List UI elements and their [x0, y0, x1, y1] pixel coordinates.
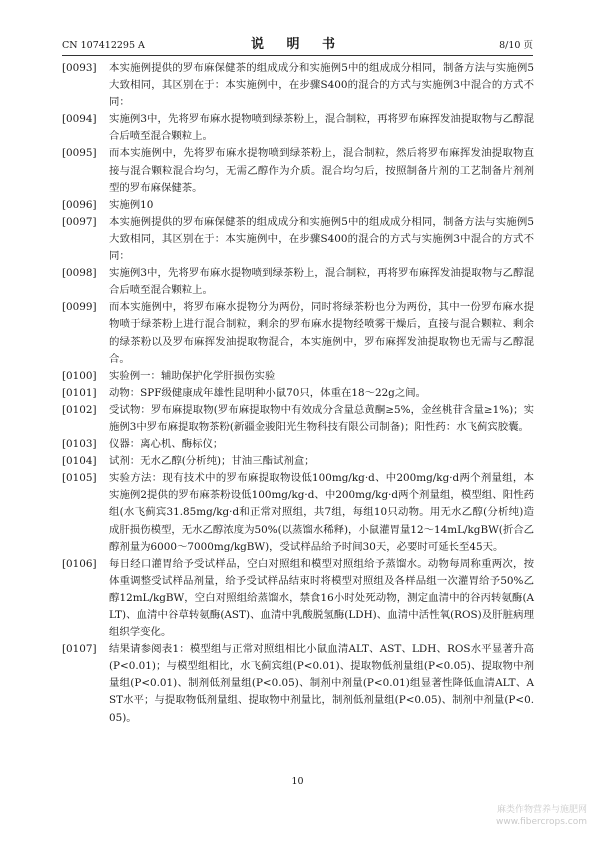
- paragraph-0103: [62, 436, 534, 453]
- paragraph-text: 实施例3中，先将罗布麻水提物喷到绿茶粉上，混合制粒，再将罗布麻挥发油提取物与乙醇混合后喷至混合颗粒上。: [109, 113, 534, 143]
- paragraph-0095: [62, 145, 534, 196]
- paragraph-0106: [62, 556, 534, 641]
- paragraph-0107: [62, 641, 534, 726]
- document-body: [62, 60, 534, 727]
- paragraph-number: [0099]: [62, 301, 97, 314]
- paragraph-text: 实验方法：现有技术中的罗布麻提取物设低100mg/kg·d、中200mg/kg·d两个剂量组，本实施例2提供的罗布麻茶粉设低100mg/kg·d、中200mg/kg·d两个剂量组，模型组、阳性药组(水飞蓟宾31.85mg/kg·d和正常对照组，共7组，每组10只动物。用无水乙醇(分析纯)造成肝损伤模型，无水乙醇浓度为50%(以蒸馏水稀释)，小鼠灌胃量12～14mL/kgBW(折合乙醇剂量为6000～7000mg/kgBW)，受试样品给予时间30天，必要时可延长至45天。: [109, 472, 534, 553]
- paragraph-text: 每日经口灌胃给予受试样品，空白对照组和模型对照组给予蒸馏水。动物每周称重两次，按体重调整受试样品剂量，给予受试样品结束时将模型对照组及各样品组一次灌胃给予50%乙醇12mL/kgBW，空白对照组给蒸馏水，禁食16小时处死动物，测定血清中的谷丙转氨酶(ALT)、血清中谷草转氨酶(AST)、血清中乳酸脱氢酶(LDH)、血清中活性氧(ROS)及肝脏病理组织学变化。: [109, 557, 534, 639]
- paragraph-text: 受试物：罗布麻提取物(罗布麻提取物中有效成分含量总黄酮≥5%，金丝桃苷含量≥1%)；实施例3中罗布麻提取物茶粉(新疆金骏阳光生物科技有限公司制备)；阳性药：水飞蓟宾胶囊。: [109, 403, 534, 433]
- paragraph-number: [0107]: [62, 643, 97, 656]
- paragraph-text: 实施例3中，先将罗布麻水提物喷到绿茶粉上，混合制粒，再将罗布麻挥发油提取物与乙醇混合后喷至混合颗粒上。: [109, 267, 534, 297]
- paragraph-text: 本实施例提供的罗布麻保健茶的组成成分和实施例5中的组成成分相同，制备方法与实施例5大致相同，其区别在于：本实施例中，在步骤S400的混合的方式与实施例3中混合的方式不同：: [109, 215, 534, 263]
- paragraph-0097: [62, 214, 534, 265]
- paragraph-0102: [62, 402, 534, 436]
- paragraph-0093: [62, 60, 534, 111]
- watermark: [382, 804, 587, 828]
- paragraph-text: 实施例10: [109, 198, 154, 211]
- paragraph-0094: [62, 111, 534, 145]
- paragraph-number: [0093]: [62, 62, 97, 74]
- paragraph-text: 仪器：离心机、酶标仪；: [109, 438, 224, 451]
- paragraph-number: [0102]: [62, 403, 97, 416]
- paragraph-number: [0100]: [62, 369, 97, 382]
- paragraph-number: [0106]: [62, 557, 97, 570]
- paragraph-0100: [62, 368, 534, 385]
- paragraph-0099: [62, 299, 534, 367]
- page-number: 10: [291, 776, 304, 787]
- paragraph-number: [0101]: [62, 386, 97, 399]
- paragraph-number: [0105]: [62, 472, 97, 485]
- watermark-line-1: 麻类作物营养与施肥网: [496, 805, 587, 815]
- paragraph-0096: [62, 197, 534, 214]
- page-indicator: 8/10 页: [499, 40, 533, 51]
- paragraph-number: [0096]: [62, 198, 97, 211]
- watermark-line-2: www.fibercrops.com: [496, 817, 587, 827]
- document-title: 说 明 书: [250, 37, 345, 52]
- paragraph-text: 结果请参阅表1：模型组与正常对照组相比小鼠血清ALT、AST、LDH、ROS水平显著升高(P<0.01)；与模型组相比，水飞蓟宾组(P<0.01)、提取物低剂量组(P<0.05)、提取物中剂量组(P<0.01)、制剂低剂量组(P<0.05)、制剂中剂量(P<0.01)组显著性降低血清ALT、AST水平；与提取物低剂量组、提取物中剂量比，制剂低剂量组(P<0.05)、制剂中剂量(P<0.05)。: [109, 643, 534, 724]
- paragraph-text: 本实施例提供的罗布麻保健茶的组成成分和实施例5中的组成成分相同，制备方法与实施例5大致相同，其区别在于：本实施例中，在步骤S400的混合的方式与实施例3中混合的方式不同：: [109, 62, 534, 109]
- header-rule: [62, 55, 533, 56]
- patent-number: CN 107412295 A: [62, 40, 145, 51]
- paragraph-text: 而本实施例中，先将罗布麻水提物喷到绿茶粉上，混合制粒，然后将罗布麻挥发油提取物直接与混合颗粒混合均匀，无需乙醇作为介质。混合均匀后，按照制备片剂的工艺制备片剂剂型的罗布麻保健茶。: [109, 147, 534, 194]
- paragraph-text: 实验例一：辅助保护化学肝损伤实验: [109, 369, 276, 382]
- paragraph-number: [0094]: [62, 113, 97, 126]
- paragraph-number: [0104]: [62, 455, 97, 468]
- paragraph-number: [0097]: [62, 215, 97, 228]
- paragraph-number: [0098]: [62, 267, 97, 280]
- paragraph-number: [0103]: [62, 438, 97, 451]
- paragraph-0101: [62, 385, 534, 402]
- paragraph-0105: [62, 470, 534, 555]
- paragraph-0098: [62, 265, 534, 299]
- page-header: [62, 38, 533, 54]
- paragraph-text: 动物：SPF级健康成年雄性昆明种小鼠70只，体重在18～22g之间。: [109, 386, 427, 399]
- paragraph-0104: [62, 453, 534, 470]
- paragraph-number: [0095]: [62, 147, 97, 160]
- paragraph-text: 而本实施例中，将罗布麻水提物分为两份，同时将绿茶粉也分为两份，其中一份罗布麻水提物喷于绿茶粉上进行混合制粒，剩余的罗布麻水提物经喷雾干燥后，直接与混合颗粒、剩余的绿茶粉以及罗布麻挥发油提取物混合，本实施例中，罗布麻挥发油提取物也无需与乙醇混合。: [109, 301, 534, 365]
- paragraph-text: 试剂：无水乙醇(分析纯)；甘油三酯试剂盒；: [109, 455, 315, 468]
